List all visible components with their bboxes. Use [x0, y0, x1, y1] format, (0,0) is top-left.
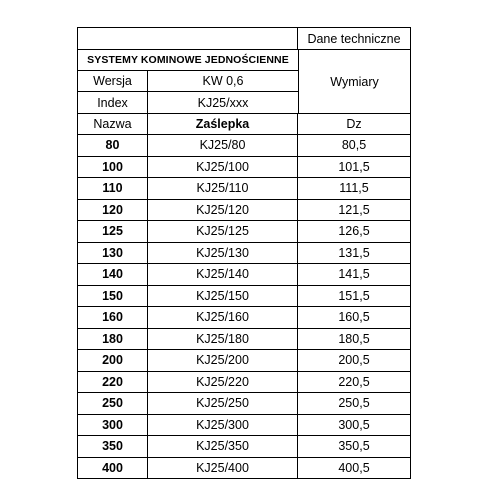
dz-cell: 121,5: [298, 200, 411, 221]
size-cell: 100: [78, 157, 148, 178]
size-cell: 400: [78, 458, 148, 479]
index-cell: KJ25/100: [148, 157, 298, 178]
table-row: [78, 157, 411, 179]
dz-cell: 400,5: [298, 458, 411, 479]
dz-cell: 350,5: [298, 436, 411, 457]
index-cell: KJ25/220: [148, 372, 298, 393]
index-label: Index: [78, 92, 148, 113]
empty-header-cell: [78, 28, 298, 49]
table-row: [78, 436, 411, 458]
index-row: [78, 92, 298, 113]
size-cell: 250: [78, 393, 148, 414]
dz-cell: 131,5: [298, 243, 411, 264]
index-cell: KJ25/130: [148, 243, 298, 264]
table-row: [78, 135, 411, 157]
index-cell: KJ25/120: [148, 200, 298, 221]
version-label: Wersja: [78, 71, 148, 91]
dz-cell: 250,5: [298, 393, 411, 414]
index-cell: KJ25/160: [148, 307, 298, 328]
system-title: SYSTEMY KOMINOWE JEDNOŚCIENNE: [87, 54, 289, 66]
index-cell: KJ25/180: [148, 329, 298, 350]
dz-cell: 220,5: [298, 372, 411, 393]
version-value: KW 0,6: [202, 74, 244, 88]
size-cell: 200: [78, 350, 148, 371]
size-cell: 300: [78, 415, 148, 436]
size-cell: 80: [78, 135, 148, 156]
dz-cell: 180,5: [298, 329, 411, 350]
dz-cell: 300,5: [298, 415, 411, 436]
dz-cell: 111,5: [298, 178, 411, 199]
product-name: Zaślepka: [148, 114, 298, 134]
name-label: Nazwa: [78, 114, 148, 134]
table-row: [78, 221, 411, 243]
dz-label: Dz: [298, 114, 411, 134]
table-row: [78, 200, 411, 222]
size-cell: 350: [78, 436, 148, 457]
index-cell: KJ25/150: [148, 286, 298, 307]
dz-cell: 151,5: [298, 286, 411, 307]
dimensions-heading: Wymiary: [298, 50, 411, 113]
system-title-row: [78, 50, 298, 71]
size-cell: 110: [78, 178, 148, 199]
index-cell: KJ25/300: [148, 415, 298, 436]
index-cell: KJ25/140: [148, 264, 298, 285]
size-cell: 140: [78, 264, 148, 285]
index-cell: KJ25/400: [148, 458, 298, 479]
dz-cell: 101,5: [298, 157, 411, 178]
table-row: [78, 307, 411, 329]
index-cell: KJ25/350: [148, 436, 298, 457]
size-cell: 120: [78, 200, 148, 221]
size-cell: 180: [78, 329, 148, 350]
index-cell: KJ25/125: [148, 221, 298, 242]
version-row: [78, 71, 298, 92]
table-row: [78, 393, 411, 415]
size-cell: 150: [78, 286, 148, 307]
index-cell: KJ25/250: [148, 393, 298, 414]
index-cell: KJ25/80: [148, 135, 298, 156]
table-row: [78, 415, 411, 437]
table-row: [78, 264, 411, 286]
dz-cell: 160,5: [298, 307, 411, 328]
technical-data-table: [77, 27, 411, 479]
table-subheader-block: [78, 50, 411, 114]
index-cell: KJ25/110: [148, 178, 298, 199]
table-row: [78, 178, 411, 200]
data-rows: [78, 135, 411, 479]
table-row: [78, 243, 411, 265]
size-cell: 220: [78, 372, 148, 393]
subheader-left: [78, 50, 298, 113]
size-cell: 130: [78, 243, 148, 264]
table-header-row: [78, 28, 411, 50]
tech-data-heading: Dane techniczne: [298, 28, 411, 49]
table-row: [78, 372, 411, 394]
column-names-row: [78, 114, 411, 135]
table-row: [78, 350, 411, 372]
size-cell: 160: [78, 307, 148, 328]
dz-cell: 126,5: [298, 221, 411, 242]
dz-cell: 141,5: [298, 264, 411, 285]
table-row: [78, 286, 411, 308]
dz-cell: 200,5: [298, 350, 411, 371]
index-value: KJ25/xxx: [197, 95, 249, 110]
table-row: [78, 458, 411, 480]
table-row: [78, 329, 411, 351]
size-cell: 125: [78, 221, 148, 242]
index-cell: KJ25/200: [148, 350, 298, 371]
dz-cell: 80,5: [298, 135, 411, 156]
